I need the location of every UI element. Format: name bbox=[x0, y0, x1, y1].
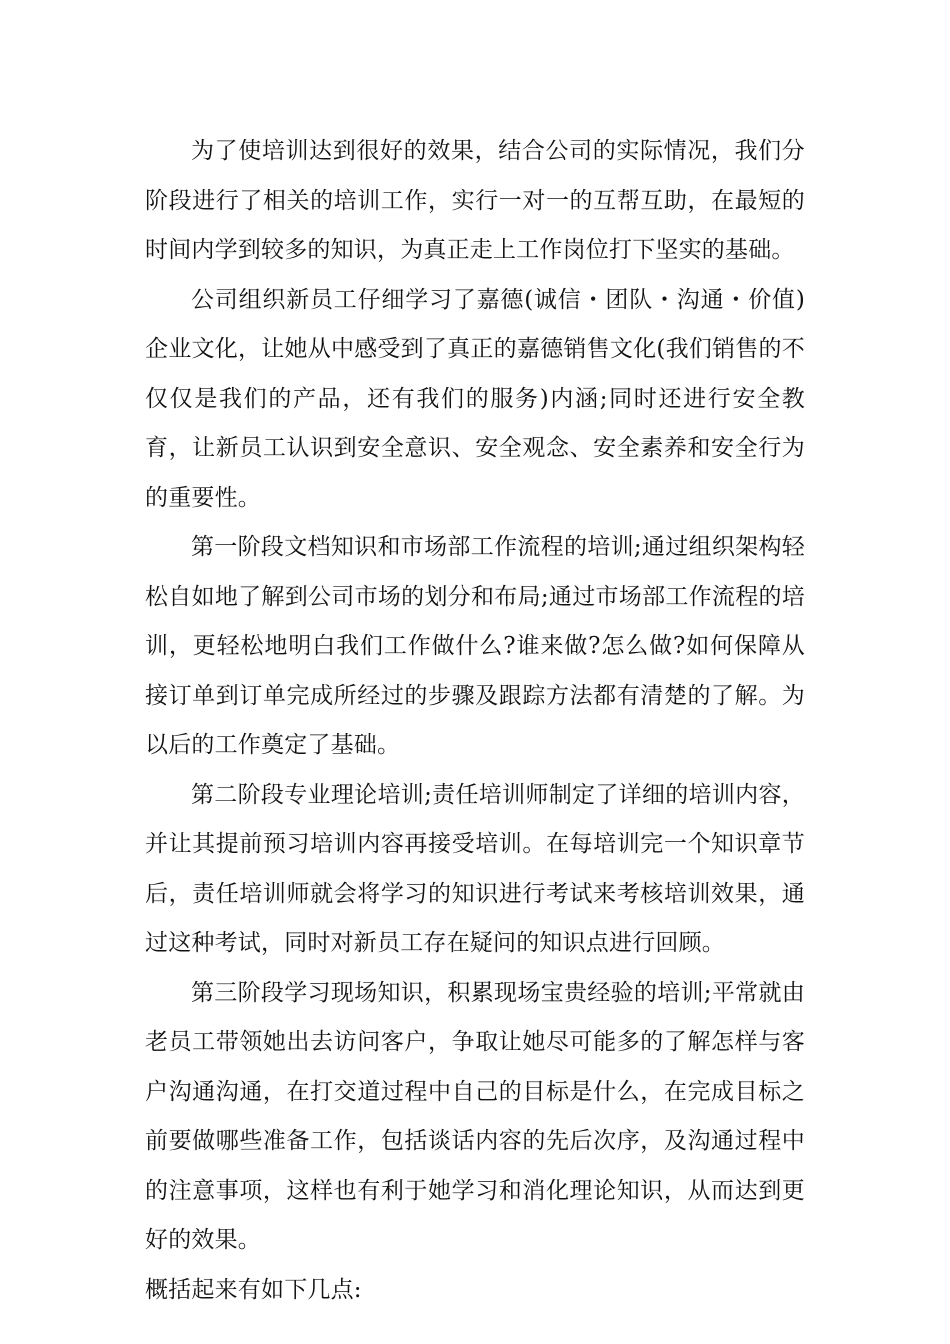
paragraph-training-goal: 为了使培训达到很好的效果，结合公司的实际情况，我们分阶段进行了相关的培训工作，实行一对一的互帮互助，在最短的时间内学到较多的知识，为真正走上工作岗位打下坚实的基础。 bbox=[145, 138, 805, 263]
paragraph-stage-two: 第二阶段专业理论培训;责任培训师制定了详细的培训内容，并让其提前预习培训内容再接受培训。在每培训完一个知识章节后，责任培训师就会将学习的知识进行考试来考核培训效果，通过这种考试，同时对新员工存在疑问的知识点进行回顾。 bbox=[145, 781, 805, 956]
paragraph-culture-safety: 公司组织新员工仔细学习了嘉德(诚信・团队・沟通・价值)企业文化，让她从中感受到了真正的嘉德销售文化(我们销售的不仅仅是我们的产品，还有我们的服务)内涵;同时还进行安全教育，让新员工认识到安全意识、安全观念、安全素养和安全行为的重要性。 bbox=[145, 286, 805, 511]
paragraph-stage-three: 第三阶段学习现场知识，积累现场宝贵经验的培训;平常就由老员工带领她出去访问客户，争取让她尽可能多的了解怎样与客户沟通沟通，在打交道过程中自己的目标是什么，在完成目标之前要做哪些准备工作，包括谈话内容的先后次序，及沟通过程中的注意事项，这样也有利于她学习和消化理论知识，从而达到更好的效果。 bbox=[145, 979, 805, 1253]
summary-intro-line: 概括起来有如下几点: bbox=[145, 1276, 362, 1303]
paragraph-stage-one: 第一阶段文档知识和市场部工作流程的培训;通过组织架构轻松自如地了解到公司市场的划分和布局;通过市场部工作流程的培训，更轻松地明白我们工作做什么?谁来做?怎么做?如何保障从接订单到订单完成所经过的步骤及跟踪方法都有清楚的了解。为以后的工作奠定了基础。 bbox=[145, 534, 805, 758]
document-body bbox=[145, 127, 805, 1315]
